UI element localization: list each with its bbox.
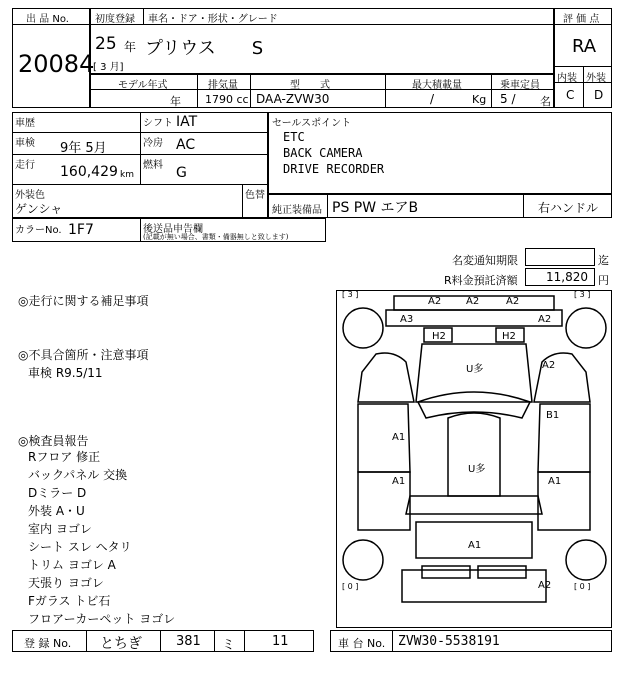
inspector-item: トリム ヨゴレ A [28,558,116,572]
displacement-label: 排気量 [208,80,238,91]
damage-mark: A3 [400,314,414,325]
repaint-label: 色替 [245,190,265,201]
interior-label: 内装 [557,73,577,84]
inspector-item: フロアーカーペット ヨゴレ [28,612,176,626]
damage-mark: A2 [542,360,556,371]
mileage-label: 走行 [15,160,35,171]
fuel-label: 燃料 [143,160,163,171]
inspection-value: 9年 5月 [60,141,107,156]
color-no-label: カラーNo. [15,225,62,236]
damage-mark: A2 [428,296,442,307]
damage-mark: A1 [468,540,482,551]
inspector-item: Fガラス トビ石 [28,594,111,608]
sales-point-2: BACK CAMERA [283,146,363,160]
defect-item: 車検 R9.5/11 [28,366,103,380]
handle-value: 右ハンドル [538,201,599,215]
reg-number: 11 [272,634,289,649]
reg-year-unit: 年 [124,40,137,54]
ext-color-label: 外装色 [15,190,45,201]
damage-mark: A2 [466,296,480,307]
damage-mark: A1 [392,432,406,443]
reg-kana: ミ [222,638,236,653]
damage-mark: A2 [538,314,552,325]
capacity-unit: 名 [540,95,551,108]
damage-mark: U多 [468,464,486,475]
inspector-item: シート スレ ヘタリ [28,540,132,554]
lot-number: 20084 [18,50,95,78]
car-name: プリウス S [145,38,264,59]
color-no-value: 1F7 [68,222,94,238]
damage-mark: A1 [548,476,562,487]
reg-no-label: 登 録 No. [24,637,72,650]
shift-label: シフト [143,118,173,129]
defect-notes-header: ◎不具合箇所・注意事項 [18,348,149,362]
oem-equip-value: PS PW エアB [332,200,419,216]
inspection-label: 車検 [15,138,35,149]
capacity-label: 乗車定員 [500,80,540,91]
tire-label-fl: [ 3 ] [342,290,359,299]
model-year-label: モデル年式 [118,80,168,91]
sales-point-3: DRIVE RECORDER [283,162,385,176]
inspector-item: Dミラー D [28,486,87,500]
shift-value: IAT [176,114,198,130]
type-label: 型 式 [290,80,330,91]
eval-score: RA [572,36,597,57]
damage-mark: H2 [432,331,446,342]
inspector-item: 外装 A・U [28,504,85,518]
sales-point-1: ETC [283,130,305,144]
history-label: 車歴 [15,118,35,129]
damage-mark: A2 [538,580,552,591]
car-diagram [336,290,612,628]
displacement: 1790 cc [205,93,249,106]
chassis-label: 車 台 No. [338,637,386,650]
ac-value: AC [176,137,196,153]
capacity: 5 / [500,92,516,106]
eval-label: 評 価 点 [563,14,600,25]
max-load-label: 最大積載量 [412,80,462,91]
model-year-unit: 年 [170,95,181,108]
reg-class: 381 [176,634,201,649]
tire-label-rr: [ 0 ] [574,582,591,591]
reg-year: 25 [95,34,117,54]
damage-mark: A2 [506,296,520,307]
tire-label-fr: [ 3 ] [574,290,591,299]
recycle-label: R料金預託済額 [444,274,518,287]
type-value: DAA-ZVW30 [256,92,330,106]
lot-number-label: 出 品 No. [26,14,69,25]
oem-equip-label: 純正装備品 [272,205,322,216]
inspector-report-header: ◎検査員報告 [18,434,89,448]
fuel-value: G [176,165,187,181]
recycle-unit: 円 [598,274,609,287]
post-doc-note: (記載が無い場合、書類・備器無しと致します) [143,233,289,241]
post-doc-label: 後送品申告欄 [143,224,203,235]
chassis-value: ZVW30-5538191 [398,634,500,649]
mileage-unit: km [120,170,134,180]
inspector-item: Rフロア 修正 [28,450,101,464]
exterior-label: 外装 [586,73,606,84]
max-load: / [430,92,435,106]
ext-color-value: ゲンシャ [15,202,63,216]
max-load-unit: Kg [472,93,487,106]
ac-label: 冷房 [143,138,163,149]
car-name-label: 車名・ドア・形状・グレード [148,14,278,25]
damage-mark: A1 [392,476,406,487]
name-change-label: 名変通知期限 [452,254,518,267]
name-change-unit: 迄 [598,254,609,267]
sales-points-label: セールスポイント [272,118,352,129]
exterior-score: D [594,88,604,102]
driving-notes-header: ◎走行に関する補足事項 [18,294,149,308]
inspector-item: バックパネル 交換 [28,468,128,482]
tire-label-rl: [ 0 ] [342,582,359,591]
reg-area: とちぎ [100,636,142,652]
inspector-item: 天張り ヨゴレ [28,576,104,590]
mileage-value: 160,429 [60,164,118,180]
damage-mark: H2 [502,331,516,342]
name-change-box [525,248,595,266]
reg-month: [ 3 月] [93,62,124,73]
first-reg-label: 初度登録 [95,14,135,25]
recycle-value: 11,820 [546,270,588,284]
interior-score: C [566,88,575,102]
inspector-item: 室内 ヨゴレ [28,522,92,536]
damage-mark: B1 [546,410,560,421]
damage-mark: U多 [466,364,484,375]
